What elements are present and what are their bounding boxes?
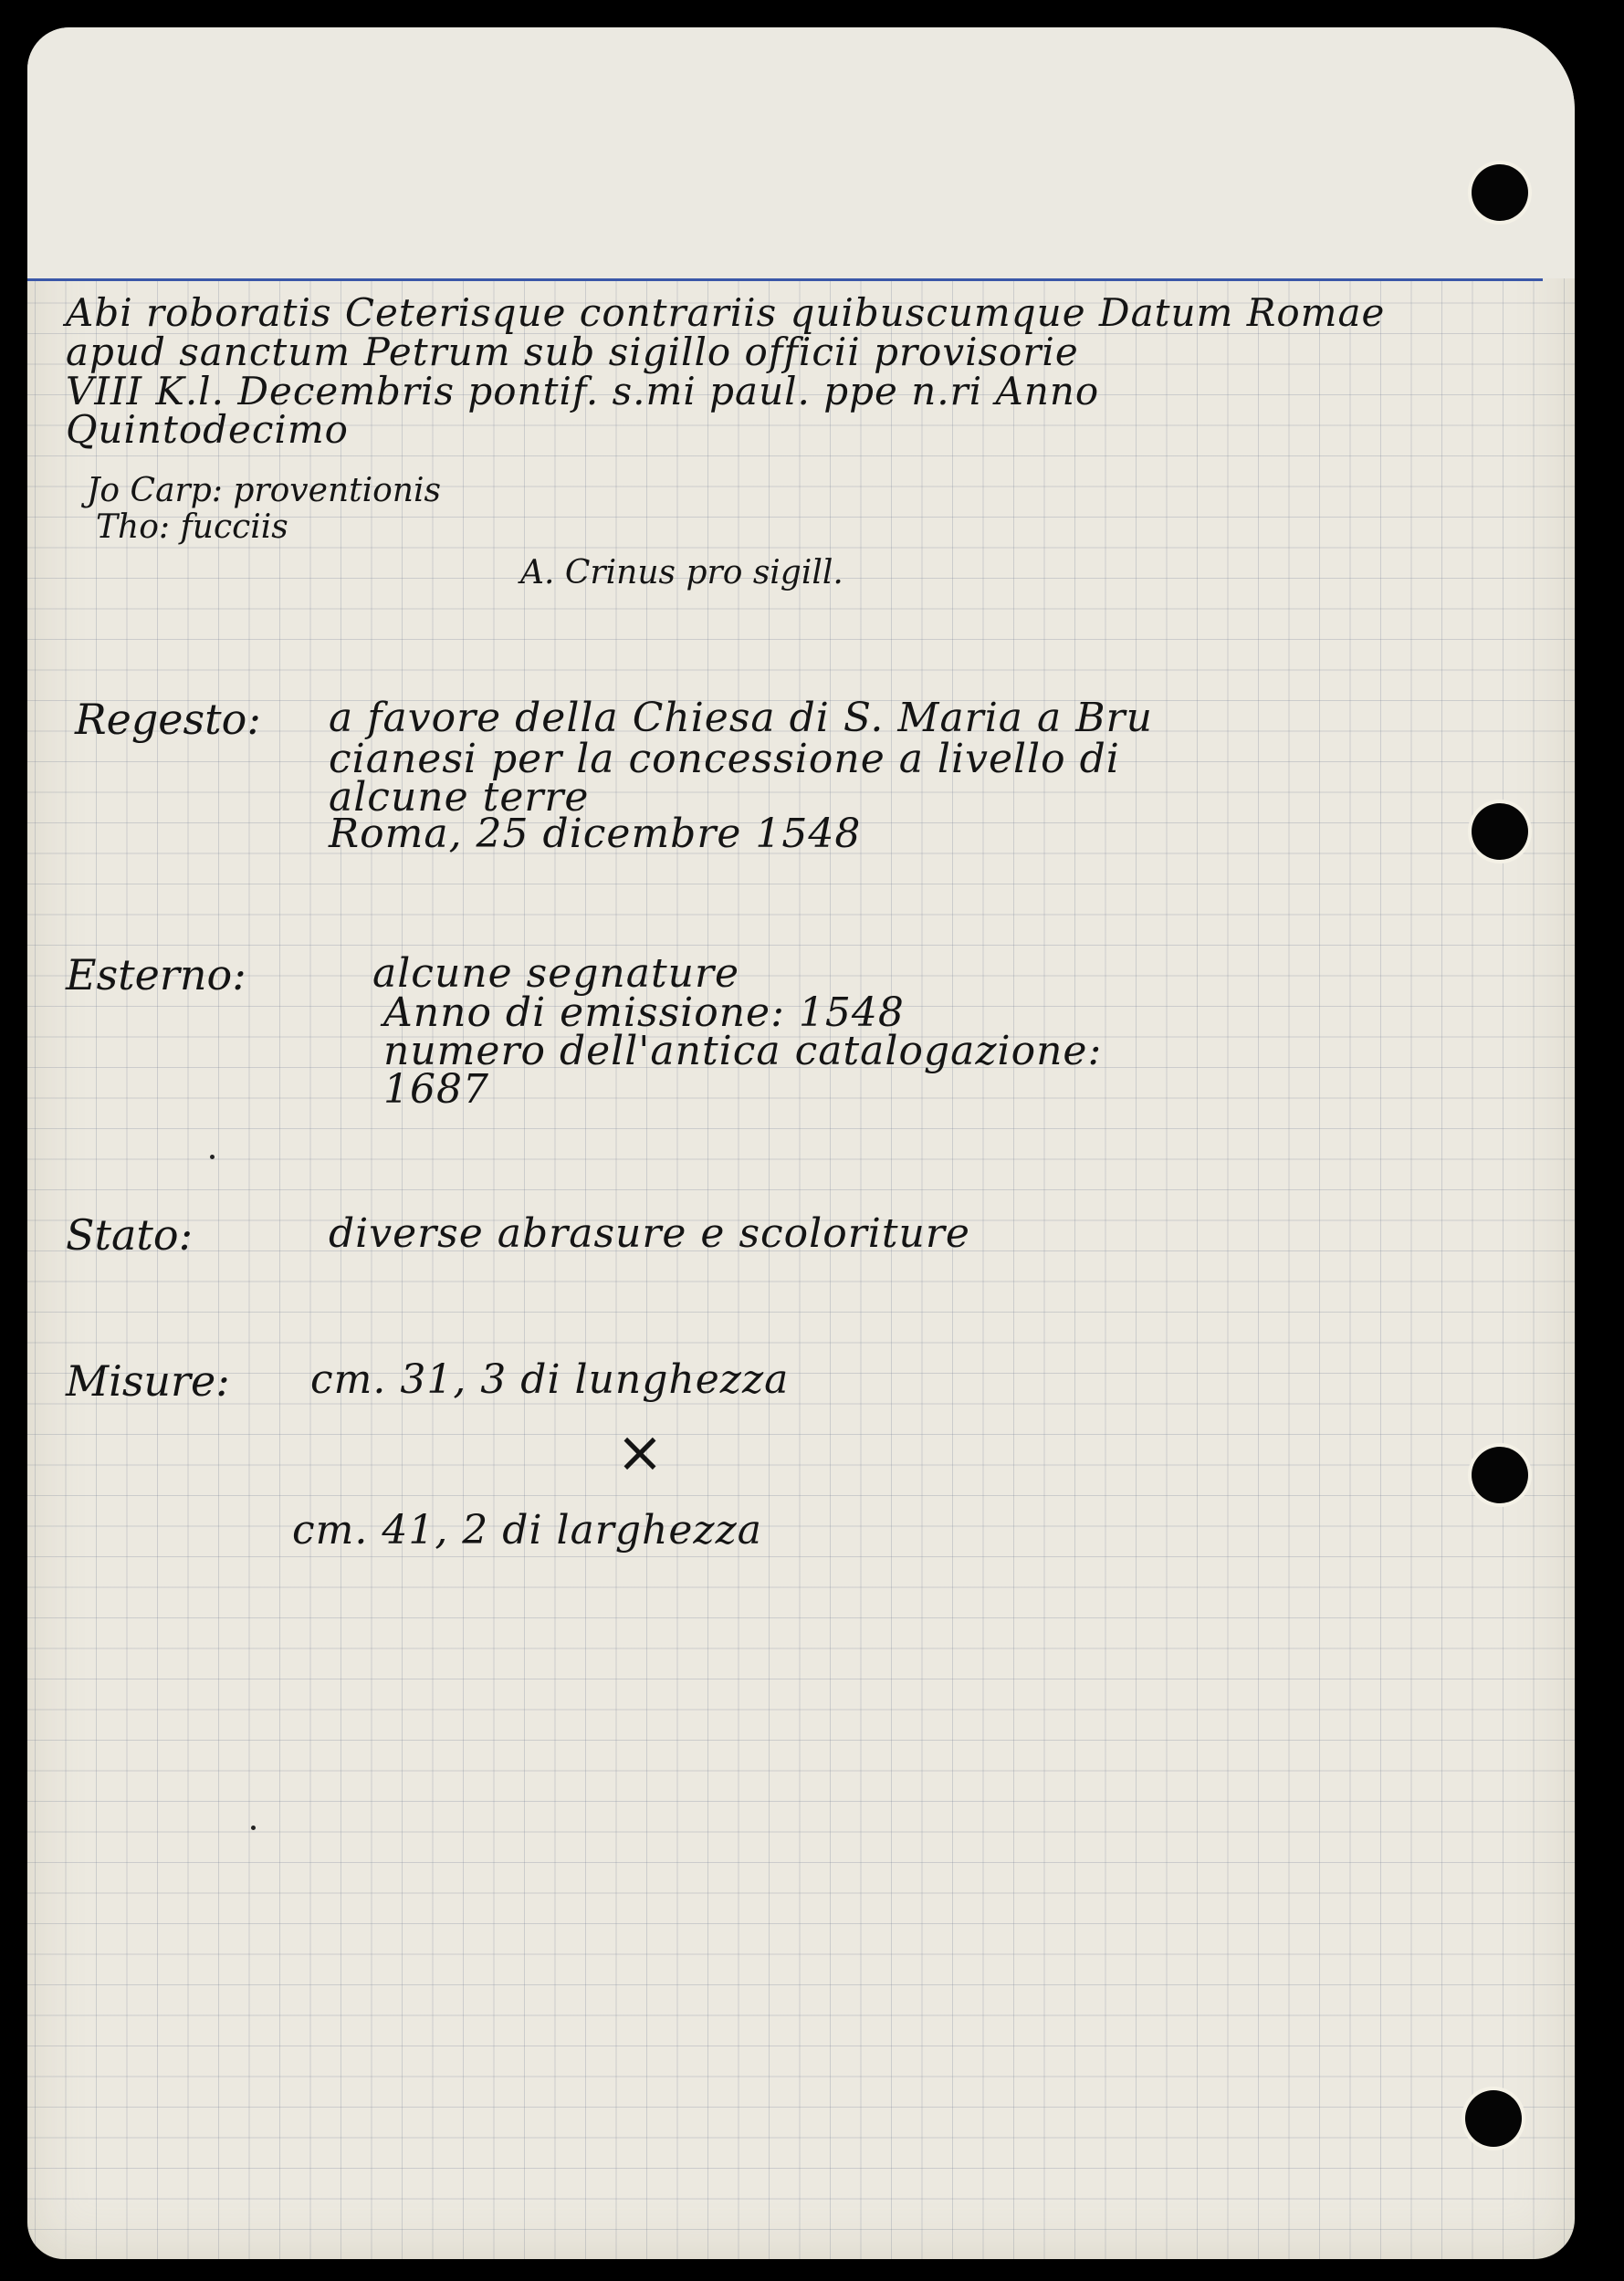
esterno-line: 1687 [383, 1066, 489, 1113]
transcription-line: Quintodecimo [66, 407, 349, 452]
punch-hole [1472, 803, 1528, 860]
stato-label: Stato: [66, 1210, 194, 1260]
signature-line: Tho: fucciis [96, 508, 288, 546]
regesto-line: a favore della Chiesa di S. Maria a Bru [329, 695, 1153, 741]
regesto-label: Regesto: [75, 695, 261, 744]
seal-line: A. Crinus pro sigill. [520, 554, 843, 591]
ink-speck [251, 1826, 256, 1830]
misure-length: cm. 31, 3 di lunghezza [310, 1356, 790, 1403]
esterno-label: Esterno: [66, 950, 246, 999]
misure-label: Misure: [66, 1356, 230, 1406]
punch-hole [1472, 164, 1528, 221]
esterno-line: Anno di emissione: 1548 [383, 989, 905, 1036]
regesto-date: Roma, 25 dicembre 1548 [329, 811, 862, 857]
grid-paper-sheet [27, 27, 1575, 2259]
multiply-sign: × [616, 1418, 664, 1485]
ink-speck [210, 1155, 215, 1159]
misure-width: cm. 41, 2 di larghezza [292, 1507, 762, 1554]
esterno-line: numero dell'antica catalogazione: [383, 1028, 1103, 1074]
transcription-line: Abi roboratis Ceterisque contrariis quibuscumque Datum Romae [66, 290, 1386, 335]
regesto-line: alcune terre [329, 774, 590, 821]
blue-margin-line [27, 278, 1543, 281]
esterno-line: alcune segnature [372, 950, 740, 997]
regesto-line: cianesi per la concessione a livello di [329, 736, 1120, 782]
punch-hole [1465, 2090, 1522, 2147]
punch-hole [1472, 1447, 1528, 1503]
transcription-line: VIII K.l. Decembris pontif. s.mi paul. ppe n.ri Anno [66, 369, 1100, 413]
transcription-line: apud sanctum Petrum sub sigillo officii provisorie [66, 330, 1079, 374]
stato-value: diverse abrasure e scoloriture [329, 1210, 970, 1257]
signature-line: Jo Carp: proventionis [87, 472, 441, 509]
header-band [27, 27, 1575, 278]
